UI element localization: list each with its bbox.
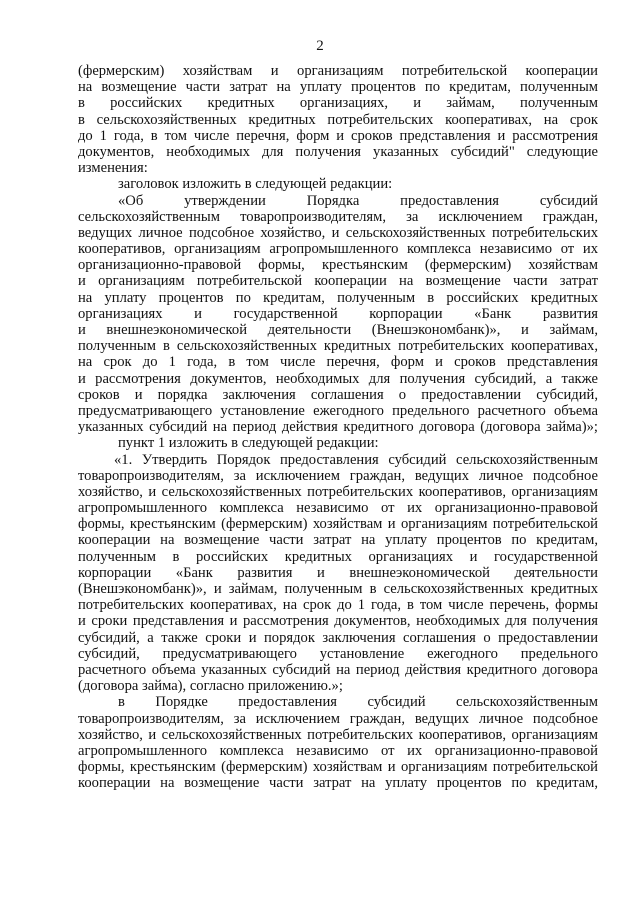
text-line: кооперации на возмещение части затрат на уплату процентов по кредитам, [78, 532, 598, 549]
text-line: полученным в сельскохозяйственных кредитных потребительских кооперативах, [78, 338, 598, 355]
text-line: кооперации на возмещение части затрат на уплату процентов по кредитам, [78, 775, 598, 792]
text-line: хозяйство, и сельскохозяйственных потребительских кооперативов, организациям [78, 483, 598, 500]
text-line: агропромышленного комплекса независимо от их организационно-правовой [78, 742, 598, 759]
text-line: субсидий, а также сроки и порядок заключения соглашения о предоставлении [78, 629, 598, 646]
text-line: организационно-правовой формы, крестьянским (фермерским) хозяйствам [78, 257, 598, 274]
text-line: (договора займа), согласно приложению.»; [78, 678, 343, 695]
text-line: сроков и порядка заключения соглашения о предоставлении субсидий, [78, 386, 598, 403]
text-line: и организациям потребительской кооперации на возмещение части затрат [78, 273, 598, 290]
page-number: 2 [316, 38, 324, 54]
text-line: сельскохозяйственным товаропроизводителям, за исключением граждан, [78, 208, 598, 225]
text-line: в российских кредитных организациях, и займам, полученным [78, 95, 598, 112]
text-line: формы, крестьянским (фермерским) хозяйствам и организациям потребительской [78, 516, 598, 533]
text-line: организациях и государственной корпорации «Банк развития [78, 305, 598, 322]
text-line: агропромышленного комплекса независимо от их организационно-правовой [78, 500, 598, 517]
text-line: «Об утверждении Порядка предоставления субсидий [118, 192, 598, 209]
text-line: (Внешэкономбанк)», и займам, полученным в сельскохозяйственных кредитных [78, 581, 598, 597]
text-line: товаропроизводителям, за исключением граждан, ведущих личное подсобное [78, 467, 598, 484]
text-line: и сроки представления и рассмотрения документов, необходимых для получения [78, 613, 598, 630]
text-line: субсидий, предусматривающего установление ежегодного предельного [78, 645, 598, 662]
text-line: на срок до 1 года, в том числе перечня, форм и сроков представления [78, 354, 598, 371]
text-line: указанных субсидий на период действия кредитного договора (договора займа)»; [78, 419, 598, 436]
text-line: формы, крестьянским (фермерским) хозяйствам и организациям потребительской [78, 759, 598, 776]
text-line: (фермерским) хозяйствам и организациям потребительской кооперации [78, 63, 598, 79]
text-line: документов, необходимых для получения указанных субсидий" следующие [78, 143, 598, 160]
text-line: хозяйство, и сельскохозяйственных потребительских кооперативов, организациям [78, 726, 598, 743]
text-line: «1. Утвердить Порядок предоставления субсидий сельскохозяйственным [114, 451, 598, 468]
text-line: пункт 1 изложить в следующей редакции: [118, 435, 379, 452]
text-line: и рассмотрения документов, необходимых для получения субсидий, а также [78, 370, 598, 387]
text-line: предусматривающего установление ежегодного предельного расчетного объема [78, 402, 598, 419]
text-line: изменения: [78, 160, 148, 177]
text-line: потребительских кооперативах, на срок до 1 года, в том числе перечень, формы [78, 597, 598, 614]
text-line: расчетного объема указанных субсидий на период действия кредитного договора [78, 661, 598, 678]
text-line: кооперативов, организациям агропромышленного комплекса независимо от их [78, 241, 598, 258]
text-line: корпорации «Банк развития и внешнеэкономической деятельности [78, 564, 598, 581]
text-line: заголовок изложить в следующей редакции: [118, 176, 393, 193]
text-line: полученным в российских кредитных организациях и государственной [78, 548, 598, 565]
text-line: товаропроизводителям, за исключением граждан, ведущих личное подсобное [78, 710, 598, 727]
text-line: и внешнеэкономической деятельности (Внешэкономбанк)», и займам, [78, 322, 598, 338]
text-line: в Порядке предоставления субсидий сельскохозяйственным [118, 694, 598, 711]
text-line: на возмещение части затрат на уплату процентов по кредитам, полученным [78, 79, 598, 96]
text-line: ведущих личное подсобное хозяйство, и сельскохозяйственных потребительских [78, 224, 598, 241]
text-line: до 1 года, в том числе перечня, форм и сроков представления и рассмотрения [78, 127, 598, 144]
text-line: на уплату процентов по кредитам, полученным в российских кредитных [78, 289, 598, 306]
text-line: в сельскохозяйственных кредитных потребительских кооперативах, на срок [78, 111, 598, 128]
document-body [78, 63, 598, 791]
